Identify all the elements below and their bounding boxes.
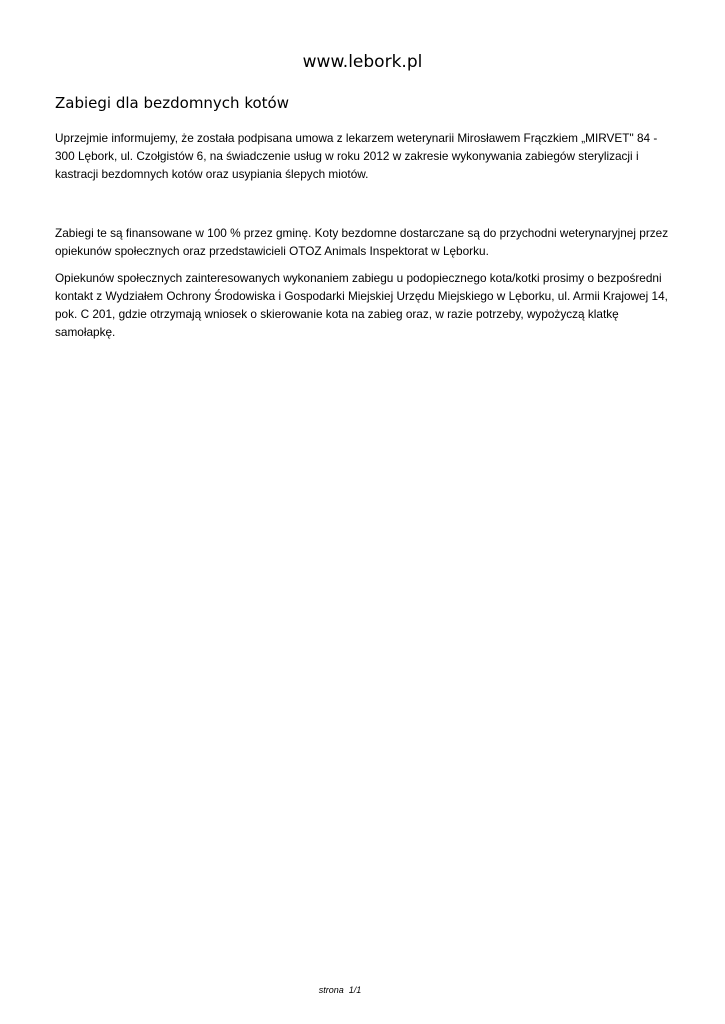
- paragraph-text: Zabiegi te są finansowane w 100 % przez gminę. Koty bezdomne dostarczane są do przychodni weterynaryjnej przez opiekunów społecznych oraz przedstawicieli OTOZ Animals Inspektorat w Lęborku.: [55, 226, 669, 258]
- paragraph-text: Opiekunów społecznych zainteresowanych wykonaniem zabiegu u podopiecznego kota/kotki prosimy o bezpośredni kontakt z Wydziałem Ochrony Środowiska i Gospodarki Miejskiej Urzędu Miejskiego w Lęborku, ul. Armii Krajowej 14, pok. C 201, gdzie otrzymają wniosek o skierowanie kota na zabieg oraz, w razie potrzeby, wypożyczą klatkę samołapkę.: [55, 271, 668, 339]
- paragraph-text: Uprzejmie informujemy, że została podpisana umowa z lekarzem weterynarii Mirosławem Frączkiem „MIRVET" 84 - 300 Lębork, ul. Czołgistów 6, na świadczenie usług w roku 2012 w zakresie wykonywania zabiegów sterylizacji i kastracji bezdomnych kotów oraz usypiania ślepych miotów.: [55, 131, 658, 181]
- article-paragraph-2: [55, 224, 670, 260]
- page-number-footer: [0, 983, 680, 997]
- article-paragraph-1: [55, 129, 670, 183]
- article-title: Zabiegi dla bezdomnych kotów: [55, 94, 289, 112]
- article-paragraph-3: [55, 269, 670, 341]
- page-number-label: strona 1/1: [318, 985, 362, 995]
- site-url-header: www.lebork.pl: [302, 52, 423, 72]
